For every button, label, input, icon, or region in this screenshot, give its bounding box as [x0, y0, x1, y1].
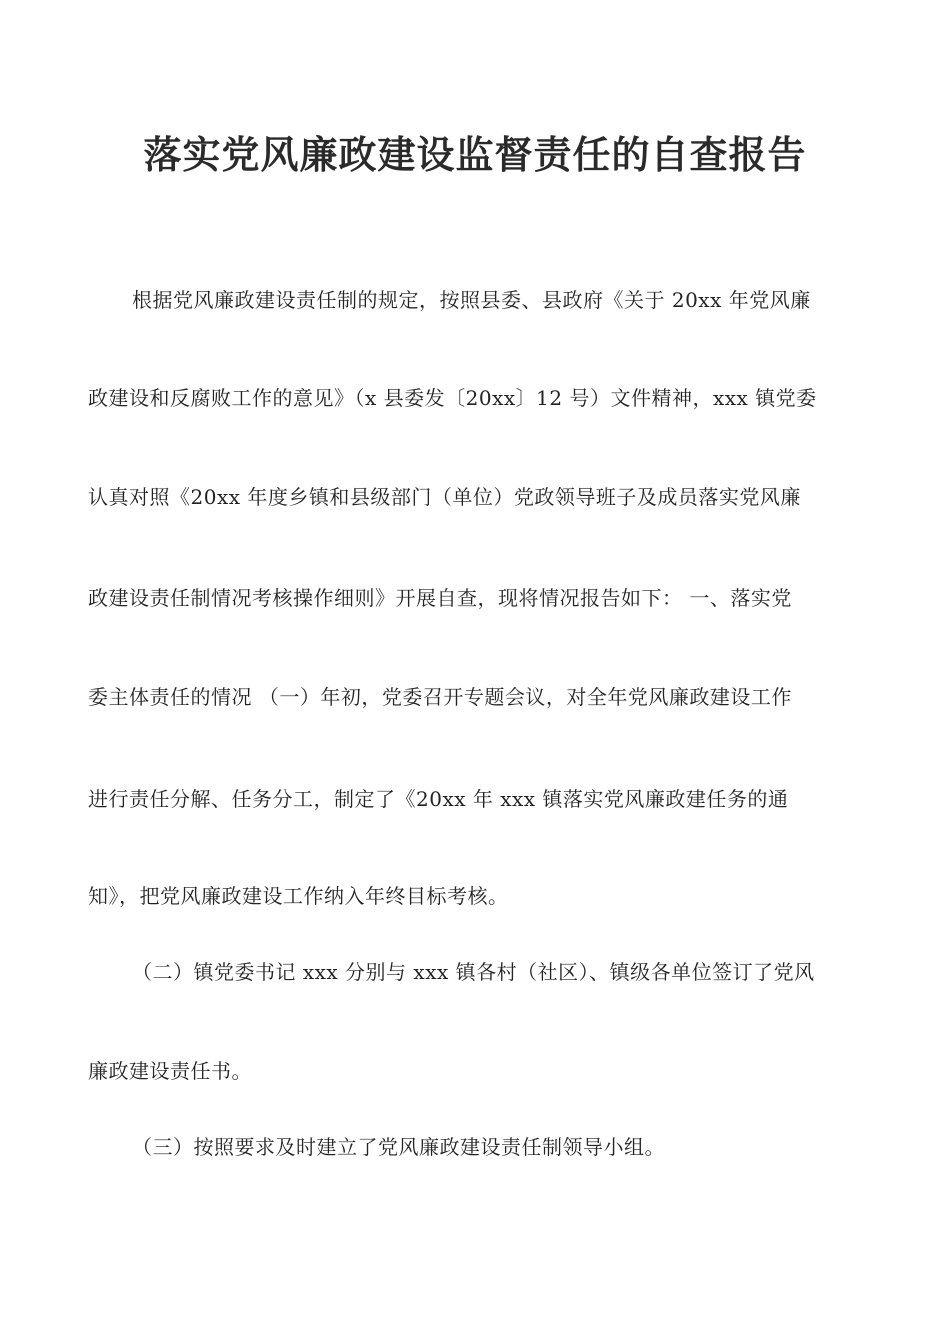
paragraph-line-7: 知》，把党风廉政建设工作纳入年终目标考核。 — [88, 884, 509, 908]
paragraph-line-4: 政建设责任制情况考核操作细则》开展自查，现将情况报告如下： 一、落实党 — [88, 586, 792, 610]
paragraph-line-8: （二）镇党委书记 xxx 分别与 xxx 镇各村（社区）、镇级各单位签订了党风 — [132, 960, 815, 984]
document-title: 落实党风廉政建设监督责任的自查报告 — [143, 132, 807, 177]
paragraph-line-10: （三）按照要求及时建立了党风廉政建设责任制领导小组。 — [132, 1135, 665, 1159]
paragraph-line-6: 进行责任分解、任务分工，制定了《20xx 年 xxx 镇落实党风廉政建任务的通 — [88, 787, 789, 811]
paragraph-line-2: 政建设和反腐败工作的意见》（x 县委发〔20xx〕12 号）文件精神，xxx 镇党委 — [88, 386, 817, 410]
paragraph-line-5: 委主体责任的情况 （一）年初，党委召开专题会议，对全年党风廉政建设工作 — [88, 685, 792, 709]
paragraph-line-3: 认真对照《20xx 年度乡镇和县级部门（单位）党政领导班子及成员落实党风廉 — [88, 485, 801, 509]
paragraph-line-1: 根据党风廉政建设责任制的规定，按照县委、县政府《关于 20xx 年党风廉 — [132, 288, 811, 312]
paragraph-line-9: 廉政建设责任书。 — [88, 1059, 252, 1083]
